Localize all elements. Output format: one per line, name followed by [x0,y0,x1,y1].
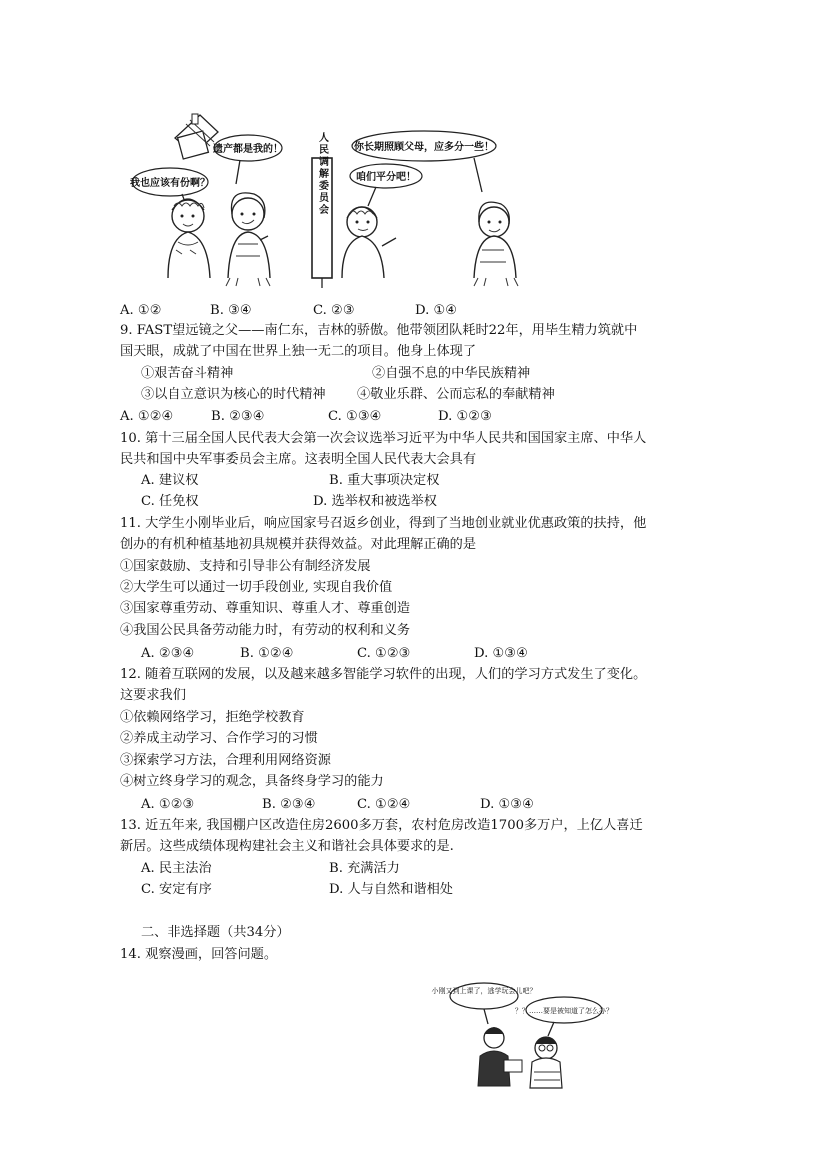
q12-item-2: ②养成主动学习、合作学习的习惯 [120,731,318,746]
svg-text:咱们平分吧！: 咱们平分吧！ [356,172,416,183]
woman-figure-center-left [226,193,270,286]
q9-item-2: ②自强不息的中华民族精神 [372,366,531,381]
q11-item-1: ①国家鼓励、支持和引导非公有制经济发展 [120,559,371,574]
q10-option-c: C. 任免权 [141,494,199,509]
mediation-committee-sign [312,131,332,288]
q11-option-c: C. ①②③ [357,646,411,661]
q11-stem-line2: 创办的有机种植基地初具规模并获得效益。对此理解正确的是 [120,537,477,552]
woman-figure-left [168,199,210,278]
q14-stem: 14. 观察漫画，回答问题。 [120,947,278,962]
svg-text:小刚又到上课了，逃学玩会儿吧？: 小刚又到上课了，逃学玩会儿吧？ [431,987,537,995]
svg-text:人民调解委员会: 人民调解委员会 [316,132,328,216]
q12-stem-line2: 这要求我们 [120,688,186,703]
q9-option-b: B. ②③④ [211,409,265,424]
woman-figure-center-right [342,207,396,278]
speech-bubble-boy-right [515,997,613,1036]
svg-text:你长期照顾父母，应多分一些！: 你长期照顾父母，应多分一些！ [354,142,494,153]
truancy-cartoon [431,980,613,1090]
q11-item-2: ②大学生可以通过一切手段创业, 实现自我价值 [120,580,393,595]
q11-option-a: A. ②③④ [141,646,195,661]
q13-option-d: D. 人与自然和谐相处 [329,882,453,897]
q9-item-4: ④敬业乐群、公而忘私的奉献精神 [357,387,555,402]
q8-option-c: C. ②③ [313,303,355,318]
q12-option-b: B. ②③④ [262,797,316,812]
q10-option-b: B. 重大事项决定权 [329,473,440,488]
boy-figure-left [478,1027,522,1086]
q10-option-d: D. 选举权和被选举权 [313,494,437,509]
q9-item-1: ①艰苦奋斗精神 [141,366,234,381]
q13-stem-line2: 新居。这些成绩体现构建社会主义和谐社会具体要求的是. [120,839,454,854]
q9-option-d: D. ①②③ [438,409,492,424]
svg-text:遗产都是我的！: 遗产都是我的！ [213,144,283,155]
section-heading: 二、非选择题（共34分） [141,925,290,940]
q11-option-b: B. ①②④ [240,646,294,661]
speech-bubble-boy-left [432,983,537,1024]
svg-text:？？……要是被知道了怎么办？: ？？……要是被知道了怎么办？ [515,1007,613,1015]
q8-option-b: B. ③④ [210,303,252,318]
q13-stem-line1: 13. 近五年来, 我国棚户区改造住房2600多万套，农村危房改造1700多万户，上亿人喜迁 [120,818,643,833]
q9-stem-line2: 国天眼，成就了中国在世界上独一无二的项目。他身上体现了 [120,344,477,359]
q12-option-a: A. ①②③ [141,797,195,812]
q12-item-1: ①依赖网络学习，拒绝学校教育 [120,710,305,725]
q12-option-c: C. ①②④ [357,797,411,812]
q11-option-d: D. ①③④ [474,646,528,661]
q10-stem-line2: 民共和国中央军事委员会主席。这表明全国人民代表大会具有 [120,452,477,467]
woman-figure-right [474,202,518,286]
q8-option-a: A. ①② [120,303,162,318]
speech-bubble-left-2 [213,135,283,184]
q13-option-a: A. 民主法治 [141,861,212,876]
boy-figure-right [530,1037,562,1088]
q9-option-a: A. ①②④ [120,409,174,424]
house-icon [175,114,218,159]
q13-option-b: B. 充满活力 [329,861,400,876]
q11-item-3: ③国家尊重劳动、尊重知识、尊重人才、尊重创造 [120,601,411,616]
q13-option-c: C. 安定有序 [141,882,212,897]
q10-stem-line1: 10. 第十三届全国人民代表大会第一次会议选举习近平为中华人民共和国国家主席、中华人 [120,431,647,446]
svg-text:我也应该有份啊？: 我也应该有份啊？ [130,178,210,189]
q10-option-a: A. 建议权 [141,473,199,488]
q12-item-4: ④树立终身学习的观念，具备终身学习的能力 [120,774,384,789]
q12-stem-line1: 12. 随着互联网的发展，以及越来越多智能学习软件的出现，人们的学习方式发生了变化。 [120,667,647,682]
q11-stem-line1: 11. 大学生小刚毕业后，响应国家号召返乡创业，得到了当地创业就业优惠政策的扶持，他 [120,516,647,531]
q9-stem-line1: 9. FAST望远镜之父——南仁东，吉林的骄傲。他带领团队耗时22年，用毕生精力筑就中 [120,323,638,338]
q9-item-3: ③以自立意识为核心的时代精神 [141,387,326,402]
mediation-cartoon [130,110,530,292]
q12-item-3: ③探索学习方法，合理利用网络资源 [120,753,331,768]
q12-option-d: D. ①③④ [480,797,534,812]
speech-bubble-right-2 [350,164,422,206]
q11-item-4: ④我国公民具备劳动能力时，有劳动的权利和义务 [120,623,411,638]
q9-option-c: C. ①③④ [328,409,382,424]
q8-option-d: D. ①④ [415,303,458,318]
